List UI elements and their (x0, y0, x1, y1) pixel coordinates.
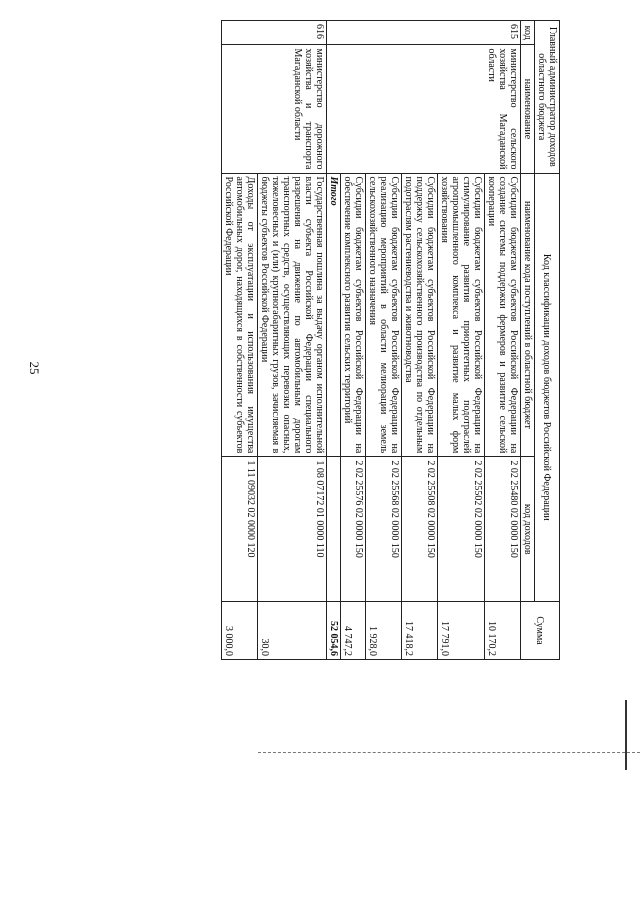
header-row (535, 21, 560, 660)
income-name: Доходы от эксплуатации и использования имущества автомобильных дорог, находящихся в собственности субъектов Российской Федерации (222, 173, 258, 457)
income-sum: 17 791,0 (438, 602, 485, 660)
subheader-name: наименование (521, 45, 535, 173)
subheader-income-name: наименование кода поступлений в областной бюджет (521, 173, 535, 457)
income-name: Субсидии бюджетам субъектов Российской Федерации на реализацию мероприятий в области мелиорации земель сельскохозяйственного назначения (366, 173, 402, 457)
income-name: Субсидии бюджетам субъектов Российской Федерации на поддержку сельскохозяйственного производства по отдельным подотраслям растениеводства и животноводства (402, 173, 438, 457)
income-code: 1 11 09032 02 0000 120 (222, 457, 258, 602)
income-code: 2 02 25502 02 0000 150 (438, 457, 485, 602)
total-sum: 52 054,6 (327, 602, 341, 660)
page-number: 25 (27, 361, 42, 375)
subheader-row (521, 21, 535, 660)
income-name: Субсидии бюджетам субъектов Российской Федерации на стимулирование развития приоритетных подотраслей агропромышленного комплекса и развитие малых форм хозяйствования (438, 173, 485, 457)
total-label: Итого (327, 173, 341, 457)
income-code: 2 02 25508 02 0000 150 (402, 457, 438, 602)
income-code: 1 08 07172 01 0000 110 (258, 457, 327, 602)
income-code: 2 02 25576 02 0000 150 (341, 457, 366, 602)
admin-name: министерство дорожного хозяйства и транспорта Магаданской области (222, 45, 327, 173)
header-classification: Код классификации доходов бюджетов Российской Федерации (535, 173, 560, 602)
scan-fold-line (258, 752, 640, 753)
rotated-page-content (100, 20, 560, 660)
header-admin: Главный администратор доходов областного бюджета (535, 21, 560, 174)
income-code: 2 02 25568 02 0000 150 (366, 457, 402, 602)
subheader-income-code: код доходов (521, 457, 535, 602)
scan-edge-mark (625, 700, 627, 770)
subheader-kod: код (521, 21, 535, 45)
income-name: Субсидии бюджетам субъектов Российской Федерации на создание системы поддержки фермеров и развитие сельской кооперации (485, 173, 521, 457)
income-code: 2 02 25480 02 0000 150 (485, 457, 521, 602)
income-sum: 17 418,2 (402, 602, 438, 660)
admin-code: 615 (327, 21, 521, 45)
income-name: Субсидии бюджетам субъектов Российской Федерации на обеспечение комплексного развития сельских территорий (341, 173, 366, 457)
income-sum: 4 747,2 (341, 602, 366, 660)
table-row (258, 21, 327, 660)
admin-name: министерство сельского хозяйства Магаданской области (327, 45, 521, 173)
income-sum: 1 928,0 (366, 602, 402, 660)
income-sum: 3 000,0 (222, 602, 258, 660)
income-sum: 30,0 (258, 602, 327, 660)
income-sum: 10 170,2 (485, 602, 521, 660)
header-sum: Сумма (521, 602, 560, 660)
total-code-empty (327, 457, 341, 602)
income-name: Государственная пошлина за выдачу органом исполнительной власти субъекта Российской Федерации специального разрешения на движение по автомобильным дорогам транспортных средств, осуществляющих перевозки опасных, тяжеловесных и (или) крупногабаритных грузов, зачисляемая в бюджеты субъектов Российской Федерации (258, 173, 327, 457)
table-row (485, 21, 521, 660)
admin-code: 616 (222, 21, 327, 45)
income-table (221, 20, 560, 660)
